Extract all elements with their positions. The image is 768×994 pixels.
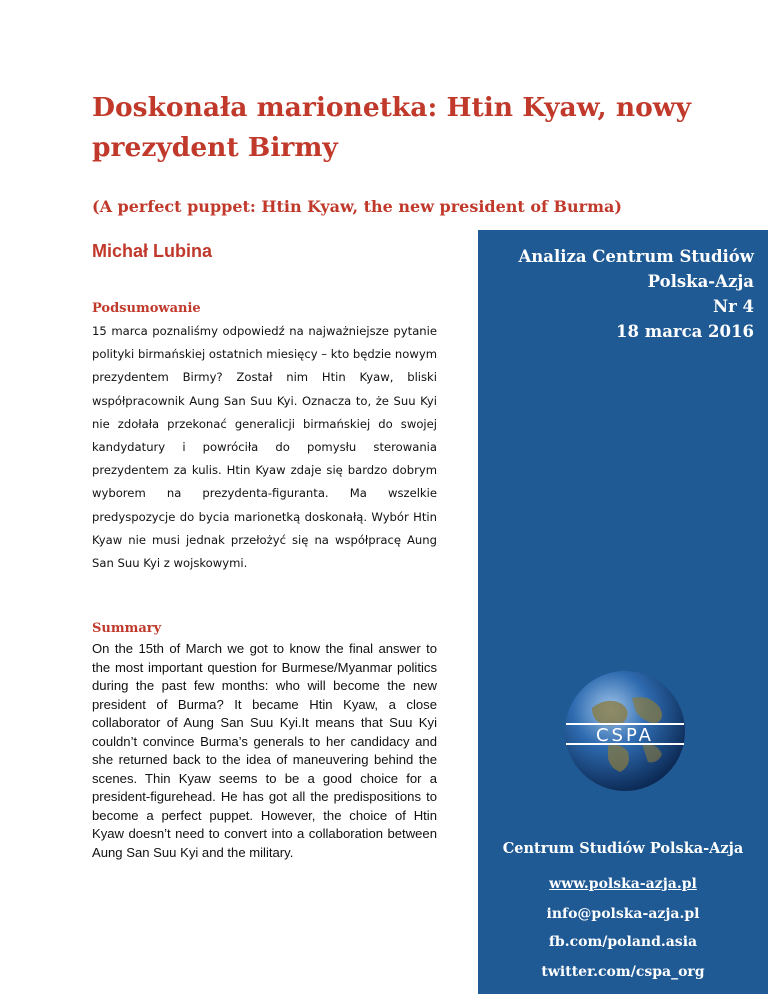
document-title: Doskonała marionetka: Htin Kyaw, nowy prezydent Birmy <box>92 92 691 163</box>
polish-summary-text: 15 marca poznaliśmy odpowiedź na najważniejsze pytanie polityki birmańskiej ostatnich miesięcy – kto będzie nowym prezydentem Birmy? Został nim Htin Kyaw, bliski współpracownik Aung San Suu Kyi. Oznacza to, że Suu Kyi nie zdołała przekonać generalicji birmańskiej do swojej kandydatury i powróciła do pomysłu sterowania prezydentem za kulis. Htin Kyaw zdaje się bardzo dobrym wyborem na prezydenta-figuranta. Ma wszelkie predyspozycje do bycia marionetką doskonałą. Wybór Htin Kyaw nie musi jednak przełożyć się na współpracę Aung San Suu Kyi z wojskowymi. <box>92 324 437 571</box>
website-link[interactable]: www.polska-azja.pl <box>549 876 697 892</box>
series-title-line1: Analiza Centrum Studiów <box>518 247 754 266</box>
cspa-globe-logo <box>562 668 688 794</box>
twitter-link[interactable]: twitter.com/cspa_org <box>541 964 705 980</box>
publication-info <box>484 244 754 344</box>
email-address[interactable]: info@polska-azja.pl <box>546 906 700 922</box>
organization-name: Centrum Studiów Polska-Azja <box>502 840 744 857</box>
publication-date: 18 marca 2016 <box>616 322 754 341</box>
sidebar-panel <box>478 230 768 994</box>
english-summary-text: On the 15th of March we got to know the final answer to the most important question for Burmese/Myanmar politics during the past few months: who will become the new president of Burma? It became Htin Kyaw, a close collaborator of Aung San Suu Kyi.It means that Suu Kyi couldn’t convince Burma’s generals to her candidacy and she returned back to the idea of maneuvering behind the scenes. Thin Kyaw seems to be a good choice for a president-figurehead. He has got all the predispositions to become a perfect puppet. However, the choice of Htin Kyaw doesn’t need to convert into a collaboration between Aung San Suu Kyi and the military. <box>92 641 437 860</box>
author-name: Michał Lubina <box>92 241 213 261</box>
issue-number: Nr 4 <box>712 297 754 316</box>
facebook-link[interactable]: fb.com/poland.asia <box>548 934 698 950</box>
series-title-line2: Polska-Azja <box>647 272 754 291</box>
english-summary-heading: Summary <box>92 621 162 636</box>
document-subtitle: (A perfect puppet: Htin Kyaw, the new president of Burma) <box>92 197 622 216</box>
polish-summary-heading: Podsumowanie <box>92 301 201 316</box>
logo-text: CSPA <box>595 725 655 746</box>
